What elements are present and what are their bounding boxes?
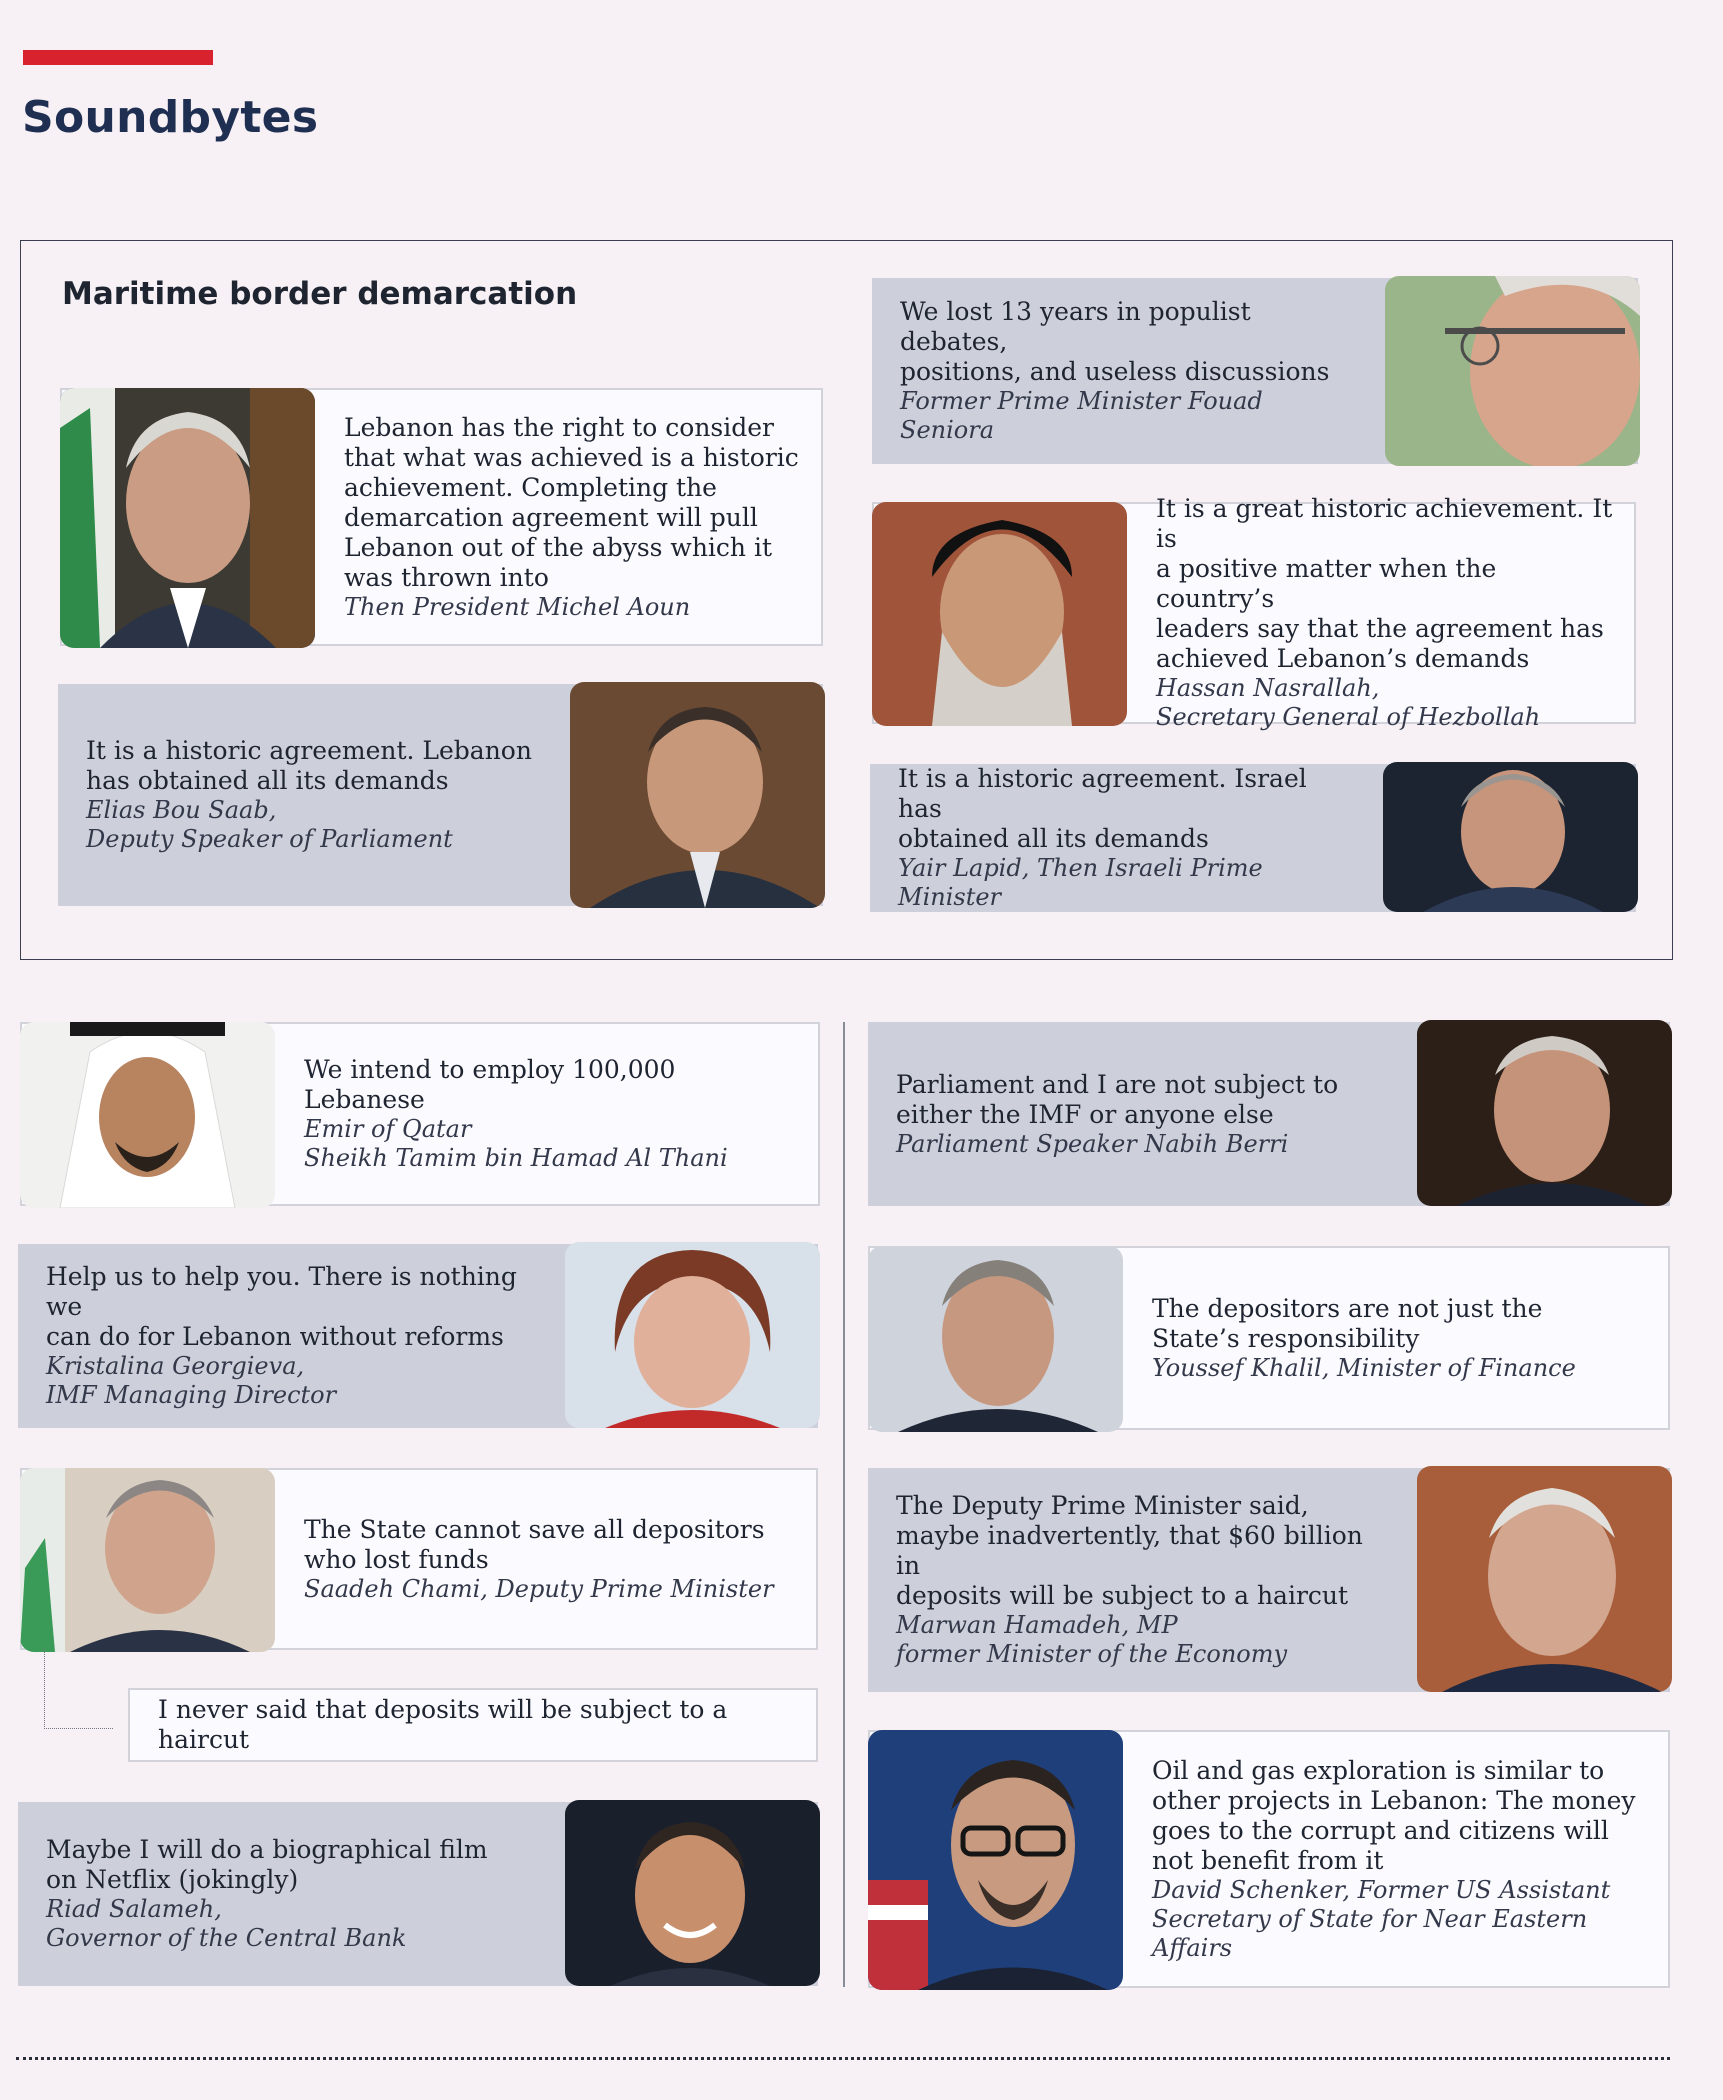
quote-line: maybe inadvertently, that $60 billion in [896, 1521, 1363, 1580]
quote-line: It is a historic agreement. Lebanon [86, 736, 532, 765]
speaker-line: Yair Lapid, Then Israeli Prime Minister [898, 854, 1263, 911]
speaker-line: Emir of Qatar [304, 1115, 472, 1143]
portrait-schenker [868, 1730, 1123, 1990]
speaker-line: Governor of the Central Bank [46, 1924, 407, 1952]
portrait-saab [570, 682, 825, 908]
speaker-line: Elias Bou Saab, [86, 796, 277, 824]
quote-line: Lebanon out of the abyss which it [344, 532, 773, 562]
quote-card-schenker [868, 1730, 1670, 1988]
speaker-line: Deputy Speaker of Parliament [86, 825, 453, 853]
speaker-line: former Minister of the Economy [896, 1640, 1288, 1668]
quote-card-georgieva [18, 1244, 818, 1428]
quote-card-hamadeh [868, 1468, 1670, 1692]
speaker-line: Secretary General of Hezbollah [1156, 703, 1541, 731]
speaker-line: Marwan Hamadeh, MP [896, 1611, 1178, 1639]
quote-line: We intend to employ 100,000 Lebanese [304, 1055, 676, 1114]
quote-line: I never said that deposits will be subject to a haircut [158, 1695, 728, 1754]
portrait-lapid [1383, 762, 1638, 912]
portrait-salameh [565, 1800, 820, 1986]
speaker-line: IMF Managing Director [46, 1381, 337, 1409]
portrait-berri [1417, 1020, 1672, 1206]
quote-line: has obtained all its demands [86, 766, 449, 795]
speaker-line: Sheikh Tamim bin Hamad Al Thani [304, 1144, 728, 1172]
portrait-seniora [1385, 276, 1640, 466]
speaker-line: David Schenker, Former US Assistant [1152, 1875, 1611, 1904]
speaker-line: Secretary of State for Near Eastern Affairs [1152, 1904, 1588, 1962]
quote-line: The State cannot save all depositors [304, 1514, 765, 1544]
accent-bar [23, 50, 213, 65]
quote-card-lapid [870, 764, 1636, 912]
quote-card-seniora [872, 278, 1638, 464]
quote-card-aoun [60, 388, 823, 646]
portrait-khalil [868, 1246, 1123, 1432]
reply-connector [44, 1648, 113, 1729]
quote-line: demarcation agreement will pull [344, 502, 758, 532]
quote-line: The Deputy Prime Minister said, [896, 1491, 1309, 1520]
quote-line: obtained all its demands [898, 824, 1209, 853]
quote-card-nasrallah [872, 494, 1636, 731]
quote-line: not benefit from it [1152, 1845, 1384, 1875]
quote-line: deposits will be subject to a haircut [896, 1581, 1349, 1610]
quote-line: other projects in Lebanon: The money [1152, 1785, 1636, 1815]
section-title: Maritime border demarcation [62, 276, 578, 312]
portrait-tamim [20, 1022, 275, 1208]
speaker-line: Former Prime Minister Fouad Seniora [900, 387, 1263, 444]
speaker-line: Parliament Speaker Nabih Berri [896, 1129, 1289, 1158]
speaker-line: Youssef Khalil, Minister of Finance [1152, 1353, 1576, 1382]
quote-line: Help us to help you. There is nothing we [46, 1262, 517, 1321]
quote-line: achievement. Completing the [344, 472, 717, 502]
portrait-aoun [60, 388, 315, 648]
quote-line: It is a great historic achievement. It is [1156, 494, 1613, 553]
quote-line: The depositors are not just the [1152, 1293, 1543, 1323]
speaker-line: Riad Salameh, [46, 1895, 222, 1923]
quote-line: can do for Lebanon without reforms [46, 1322, 504, 1351]
speaker-line: Kristalina Georgieva, [46, 1352, 305, 1380]
quote-line: Parliament and I are not subject to [896, 1069, 1339, 1099]
quote-card-khalil [868, 1246, 1670, 1430]
quote-card-saab [58, 684, 823, 906]
quote-line: Oil and gas exploration is similar to [1152, 1755, 1605, 1785]
quote-line: either the IMF or anyone else [896, 1099, 1274, 1129]
speaker-line: Saadeh Chami, Deputy Prime Minister [304, 1574, 774, 1603]
quote-card-berri [868, 1022, 1670, 1206]
quote-line: achieved Lebanon’s demands [1156, 644, 1530, 673]
quote-card-haircut-reply [128, 1688, 818, 1762]
quote-line: It is a historic agreement. Israel has [898, 764, 1307, 823]
quote-line: We lost 13 years in populist debates, [900, 297, 1251, 356]
speaker-line: Then President Michel Aoun [344, 592, 691, 621]
quote-line: on Netflix (jokingly) [46, 1865, 299, 1894]
speaker-line: Hassan Nasrallah, [1156, 674, 1380, 702]
portrait-georgieva [565, 1242, 820, 1428]
column-divider [843, 1022, 845, 1987]
quote-line: leaders say that the agreement has [1156, 614, 1604, 643]
quote-line: a positive matter when the country’s [1156, 554, 1497, 613]
quote-line: Lebanon has the right to consider [344, 412, 774, 442]
portrait-hamadeh [1417, 1466, 1672, 1692]
quote-line: was thrown into [344, 562, 549, 592]
quote-card-chami [20, 1468, 818, 1650]
quote-line: goes to the corrupt and citizens will [1152, 1815, 1609, 1845]
portrait-nasrallah [872, 502, 1127, 726]
quote-line: who lost funds [304, 1544, 489, 1574]
quote-line: that what was achieved is a historic [344, 442, 799, 472]
quote-line: positions, and useless discussions [900, 357, 1330, 386]
page-title: Soundbytes [22, 92, 319, 143]
quote-line: Maybe I will do a biographical film [46, 1835, 488, 1864]
quote-card-salameh [18, 1802, 818, 1986]
quote-card-tamim [20, 1022, 820, 1206]
bottom-dotted-rule [16, 2057, 1670, 2060]
quote-line: State’s responsibility [1152, 1323, 1420, 1353]
portrait-chami [20, 1468, 275, 1652]
